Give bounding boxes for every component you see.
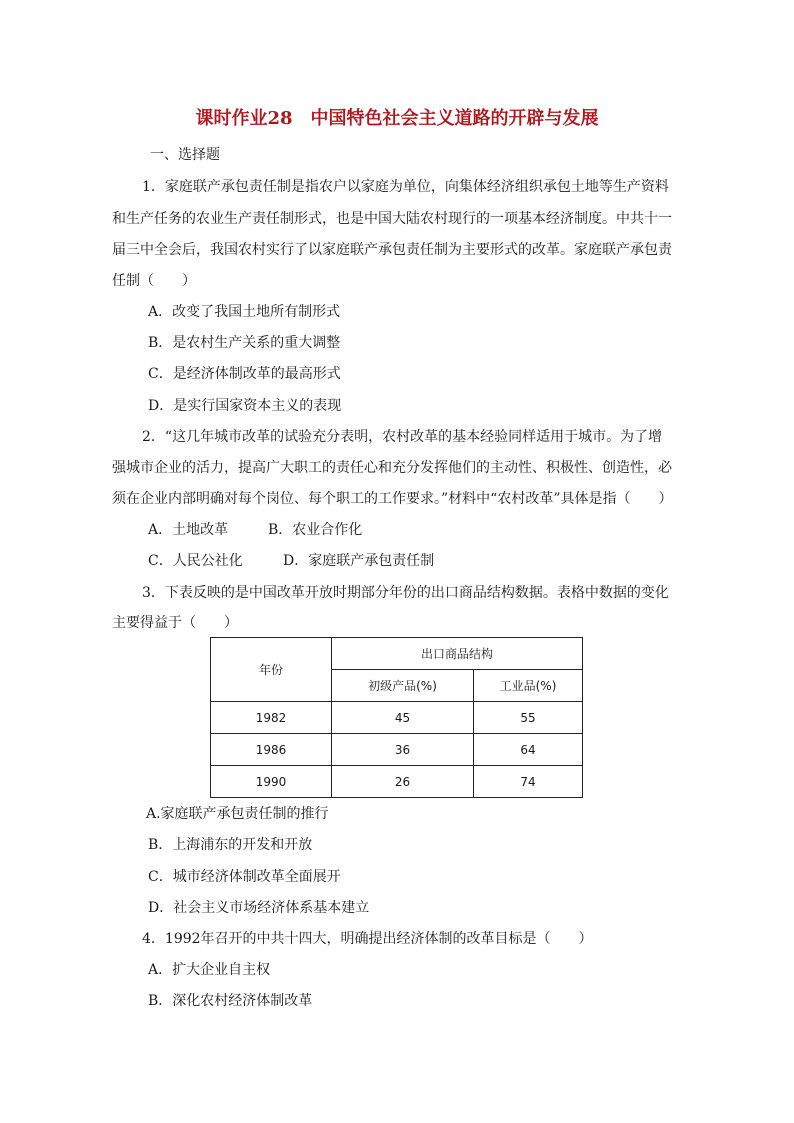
q3-stem-line-2: 主要得益于（ ） — [112, 615, 238, 631]
q1-option-c: C．是经济体制改革的最高形式 — [148, 366, 341, 382]
q2-stem-line-3: 须在企业内部明确对每个岗位、每个职工的工作要求。”材料中“农村改革”具体是指（ ） — [112, 491, 673, 507]
q2-option-b: B．农业合作化 — [268, 522, 363, 538]
q3-stem-line-1: 3．下表反映的是中国改革开放时期部分年份的出口商品结构数据。表格中数据的变化 — [142, 585, 669, 601]
q4-option-b: B．深化农村经济体制改革 — [148, 993, 313, 1009]
page-title: 课时作业28 中国特色社会主义道路的开辟与发展 — [195, 108, 599, 129]
table-cell-year: 1990 — [211, 766, 332, 798]
section-heading: 一、选择题 — [150, 147, 220, 163]
table-cell-primary: 36 — [332, 734, 474, 766]
q1-stem-line-1: 1．家庭联产承包责任制是指农户以家庭为单位，向集体经济组织承包土地等生产资料 — [142, 179, 669, 195]
table-row — [211, 702, 583, 734]
table-cell-primary: 26 — [332, 766, 474, 798]
table-header-group: 出口商品结构 — [332, 638, 583, 670]
q2-option-c: C．人民公社化 — [148, 553, 243, 569]
table-cell-industrial: 64 — [474, 734, 583, 766]
q3-option-a: A.家庭联产承包责任制的推行 — [146, 806, 329, 822]
table-cell-industrial: 55 — [474, 702, 583, 734]
table-header-primary: 初级产品(%) — [332, 670, 474, 702]
q1-option-d: D．是实行国家资本主义的表现 — [148, 398, 342, 414]
export-structure-table — [210, 637, 583, 798]
q2-option-d: D．家庭联产承包责任制 — [283, 553, 435, 569]
table-row — [211, 734, 583, 766]
table-cell-year: 1986 — [211, 734, 332, 766]
table-cell-year: 1982 — [211, 702, 332, 734]
q3-option-b: B．上海浦东的开发和开放 — [148, 837, 313, 853]
q2-stem-line-2: 强城市企业的活力，提高广大职工的责任心和充分发挥他们的主动性、积极性、创造性，必 — [112, 460, 672, 476]
q1-option-a: A．改变了我国土地所有制形式 — [148, 304, 341, 320]
q3-option-d: D．社会主义市场经济体系基本建立 — [148, 900, 370, 916]
table-cell-industrial: 74 — [474, 766, 583, 798]
q2-option-a: A．土地改革 — [148, 522, 229, 538]
q1-stem-line-3: 届三中全会后，我国农村实行了以家庭联产承包责任制为主要形式的改革。家庭联产承包责 — [112, 242, 672, 258]
q4-stem-line-1: 4．1992年召开的中共十四大，明确提出经济体制的改革目标是（ ） — [142, 931, 593, 947]
table-cell-primary: 45 — [332, 702, 474, 734]
q1-stem-line-2: 和生产任务的农业生产责任制形式，也是中国大陆农村现行的一项基本经济制度。中共十一 — [112, 211, 672, 227]
table-header-industrial: 工业品(%) — [474, 670, 583, 702]
q4-option-a: A．扩大企业自主权 — [148, 962, 271, 978]
q3-option-c: C．城市经济体制改革全面展开 — [148, 869, 341, 885]
q2-stem-line-1: 2．“这几年城市改革的试验充分表明，农村改革的基本经验同样适用于城市。为了增 — [142, 429, 663, 445]
q1-option-b: B．是农村生产关系的重大调整 — [148, 335, 341, 351]
table-header-year: 年份 — [211, 638, 332, 702]
table-row — [211, 766, 583, 798]
q1-stem-line-4: 任制（ ） — [112, 273, 196, 289]
